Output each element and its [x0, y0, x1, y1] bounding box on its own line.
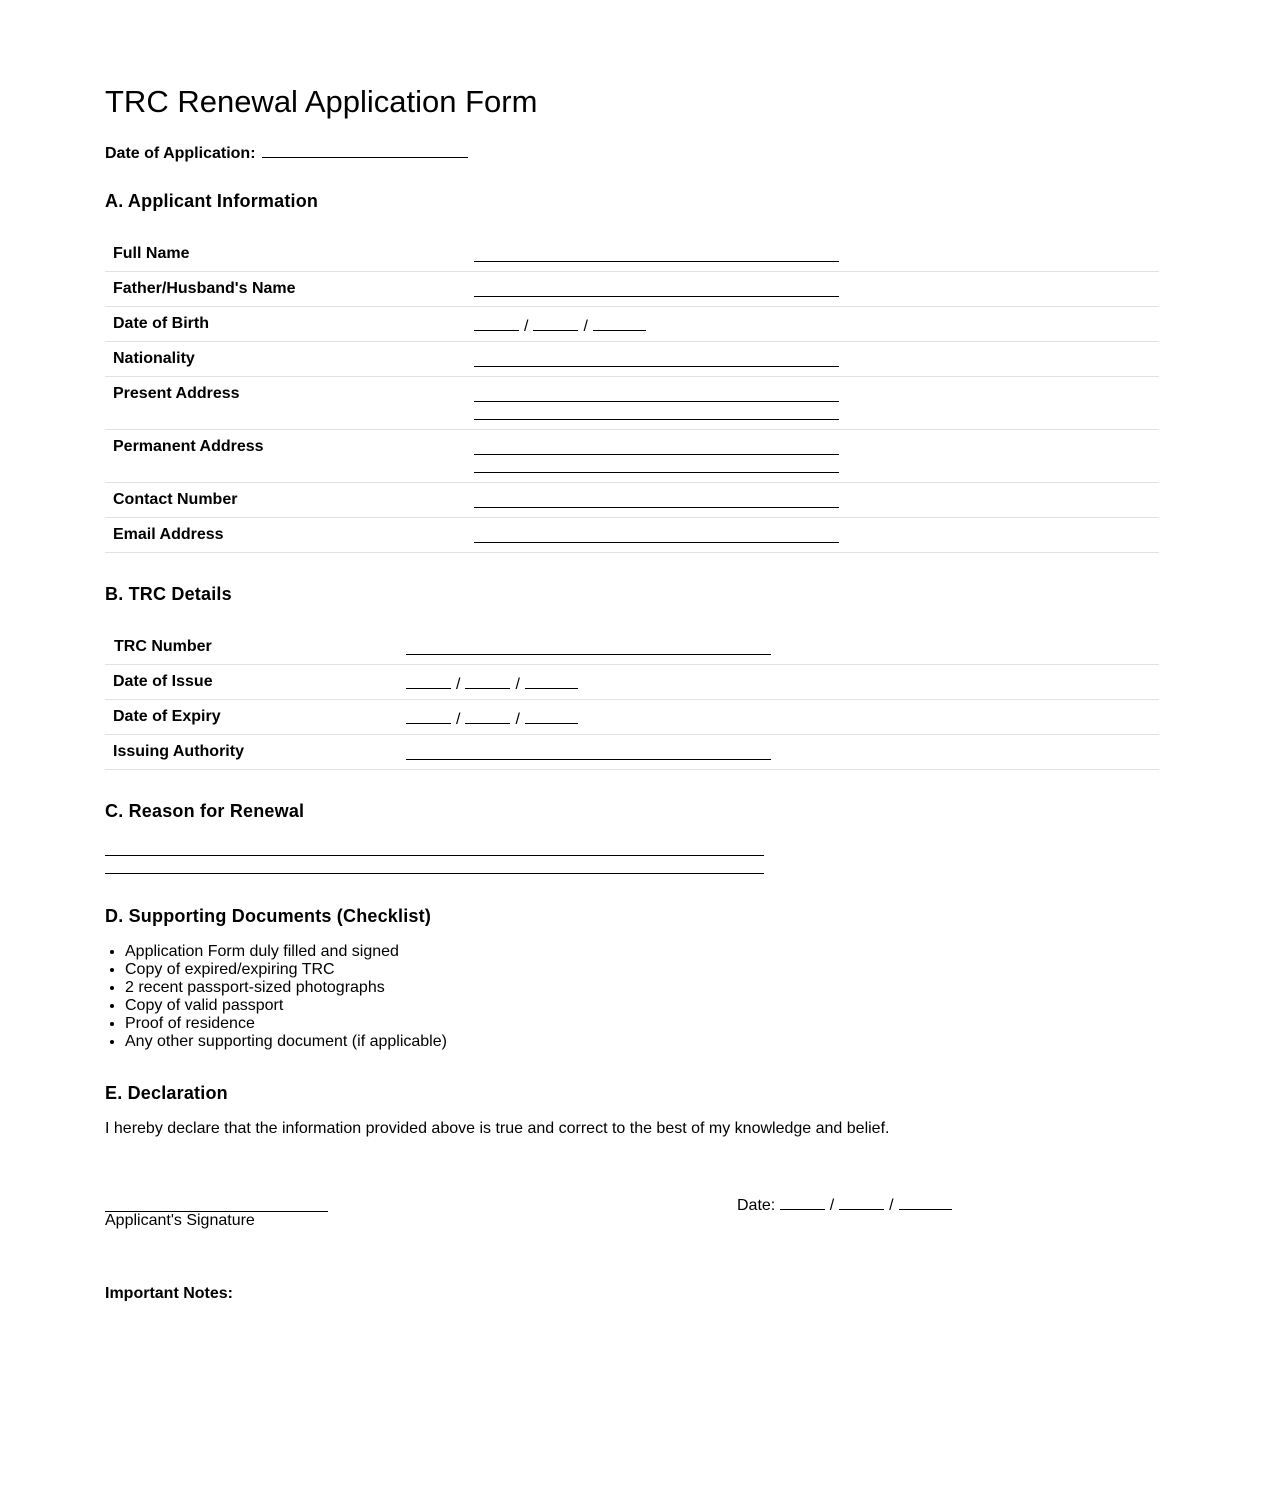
- date-of-birth-field[interactable]: [474, 315, 646, 336]
- date-of-application: [105, 141, 468, 163]
- dob-day-field[interactable]: [474, 315, 519, 331]
- declaration-text: I hereby declare that the information provided above is true and correct to the best of my knowledge and belief.: [105, 1120, 890, 1137]
- email-address-label: Email Address: [113, 526, 224, 543]
- page-title: TRC Renewal Application Form: [105, 84, 538, 119]
- date-separator: /: [456, 711, 461, 728]
- dob-year-field[interactable]: [593, 315, 646, 331]
- reason-field-line-1[interactable]: [105, 855, 764, 856]
- date-of-birth-label: Date of Birth: [113, 315, 209, 332]
- date-of-application-field[interactable]: [262, 141, 468, 158]
- nationality-field[interactable]: [474, 366, 839, 367]
- issuing-authority-label: Issuing Authority: [113, 743, 244, 760]
- date-separator: /: [515, 711, 520, 728]
- list-item: • 2 recent passport-sized photographs: [125, 979, 447, 997]
- row-father-husband-name: [105, 271, 1159, 307]
- permanent-address-field-line-1[interactable]: [474, 454, 839, 455]
- row-issuing-authority: [105, 734, 1159, 770]
- row-permanent-address: [105, 429, 1159, 483]
- supporting-documents-list: [105, 943, 447, 1051]
- father-husband-name-field[interactable]: [474, 296, 839, 297]
- signature-year-field[interactable]: [899, 1194, 952, 1210]
- date-separator: /: [524, 318, 529, 335]
- date-of-expiry-field[interactable]: [406, 708, 578, 729]
- row-trc-number: [105, 629, 1159, 665]
- row-full-name: [105, 236, 1159, 272]
- row-email-address: [105, 517, 1159, 553]
- signature-date: [737, 1194, 952, 1215]
- contact-number-label: Contact Number: [113, 491, 238, 508]
- date-of-issue-field[interactable]: [406, 673, 578, 694]
- row-nationality: [105, 341, 1159, 377]
- date-separator: /: [456, 676, 461, 693]
- row-date-of-issue: [105, 664, 1159, 700]
- contact-number-field[interactable]: [474, 507, 839, 508]
- dob-month-field[interactable]: [533, 315, 578, 331]
- issue-year-field[interactable]: [525, 673, 578, 689]
- issue-month-field[interactable]: [465, 673, 510, 689]
- date-of-application-label: Date of Application:: [105, 145, 256, 162]
- reason-field-line-2[interactable]: [105, 873, 764, 874]
- list-item: • Copy of expired/expiring TRC: [125, 961, 447, 979]
- list-item: • Any other supporting document (if applicable): [125, 1033, 447, 1051]
- section-e-heading: E. Declaration: [105, 1083, 228, 1103]
- date-separator: /: [829, 1197, 835, 1214]
- list-item: • Proof of residence: [125, 1015, 447, 1033]
- present-address-field-line-2[interactable]: [474, 419, 839, 420]
- list-item: • Copy of valid passport: [125, 997, 447, 1015]
- section-b-heading: B. TRC Details: [105, 584, 232, 604]
- email-address-field[interactable]: [474, 542, 839, 543]
- date-of-expiry-label: Date of Expiry: [113, 708, 221, 725]
- trc-number-field[interactable]: [406, 654, 771, 655]
- important-notes-heading: Important Notes:: [105, 1285, 233, 1301]
- expiry-day-field[interactable]: [406, 708, 451, 724]
- section-d-heading: D. Supporting Documents (Checklist): [105, 906, 432, 926]
- nationality-label: Nationality: [113, 350, 195, 367]
- father-husband-name-label: Father/Husband's Name: [113, 280, 296, 297]
- section-c-heading: C. Reason for Renewal: [105, 801, 305, 821]
- date-separator: /: [889, 1197, 894, 1214]
- date-of-issue-label: Date of Issue: [113, 673, 213, 690]
- permanent-address-label: Permanent Address: [113, 438, 264, 455]
- trc-number-label: TRC Number: [114, 638, 212, 655]
- section-a-heading: A. Applicant Information: [105, 191, 319, 211]
- signature-label: Applicant's Signature: [105, 1212, 255, 1229]
- full-name-label: Full Name: [113, 245, 190, 262]
- date-separator: /: [583, 318, 588, 335]
- row-present-address: [105, 376, 1159, 430]
- permanent-address-field-line-2[interactable]: [474, 472, 839, 473]
- list-item: • Application Form duly filled and signed: [125, 943, 447, 961]
- row-contact-number: [105, 482, 1159, 518]
- signature-date-label: Date:: [737, 1197, 776, 1214]
- signature-month-field[interactable]: [839, 1194, 884, 1210]
- signature-day-field[interactable]: [780, 1194, 825, 1210]
- expiry-month-field[interactable]: [465, 708, 510, 724]
- row-date-of-birth: [105, 306, 1159, 342]
- present-address-field-line-1[interactable]: [474, 401, 839, 402]
- expiry-year-field[interactable]: [525, 708, 578, 724]
- date-separator: /: [515, 676, 520, 693]
- present-address-label: Present Address: [113, 385, 240, 402]
- row-date-of-expiry: [105, 699, 1159, 735]
- issuing-authority-field[interactable]: [406, 759, 771, 760]
- full-name-field[interactable]: [474, 261, 839, 262]
- issue-day-field[interactable]: [406, 673, 451, 689]
